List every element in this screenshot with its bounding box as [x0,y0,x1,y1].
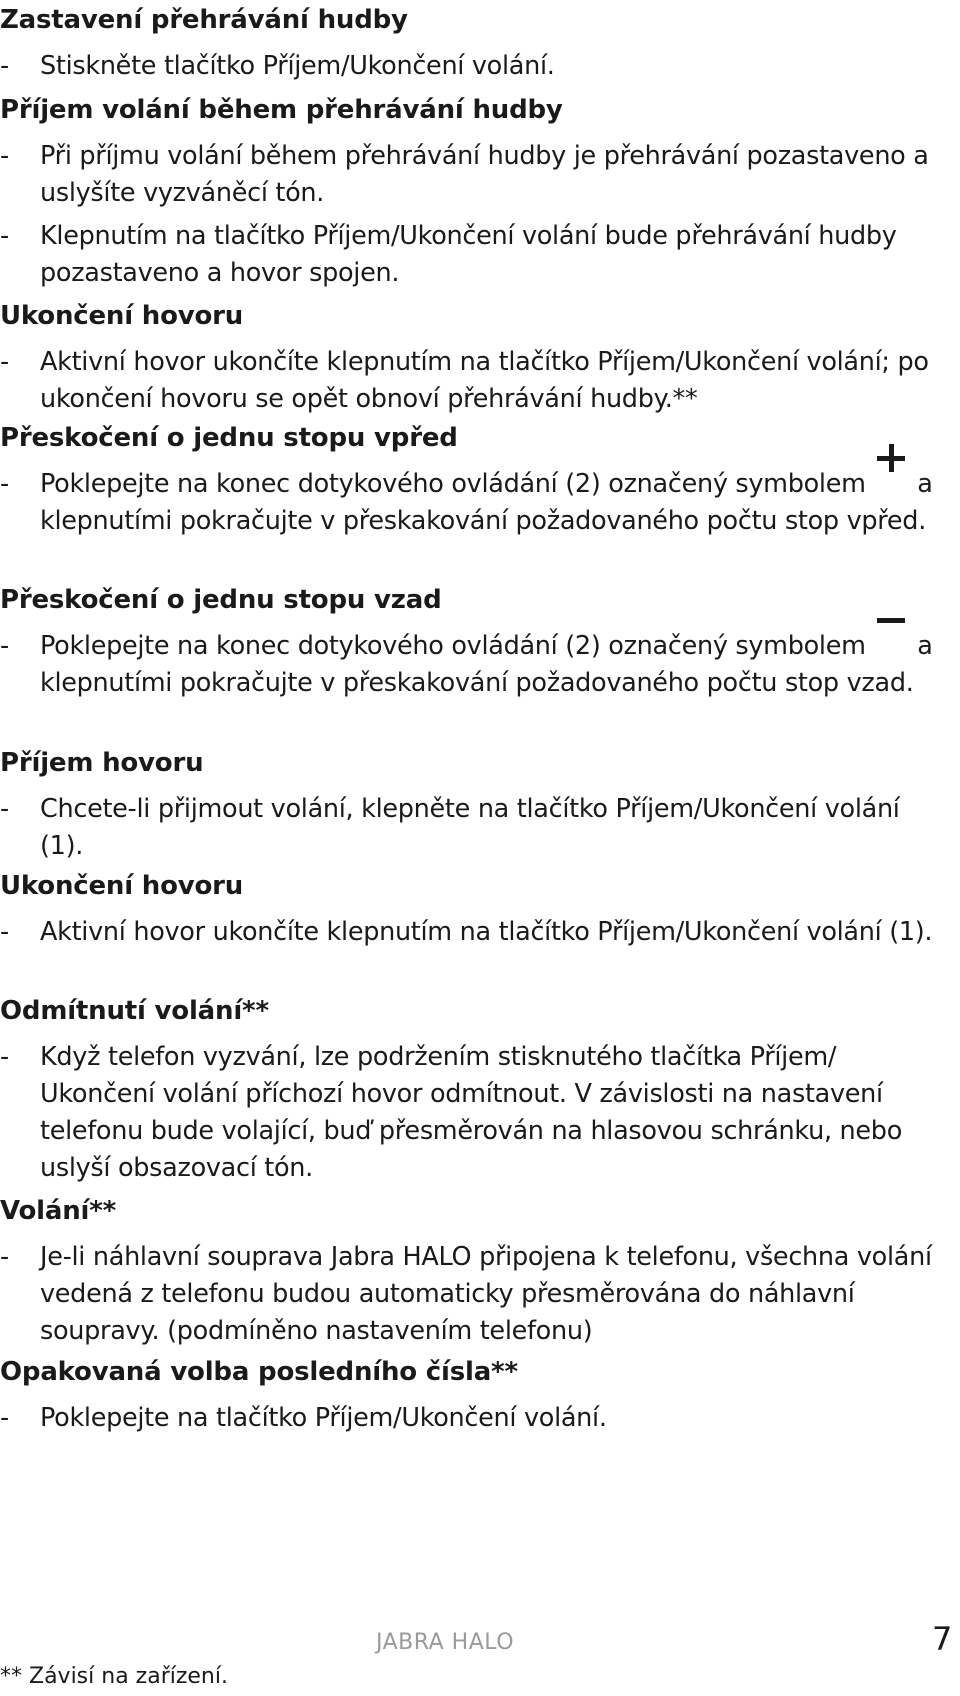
list-item-text: Aktivní hovor ukončíte klepnutím na tlačítko Příjem/Ukončení volání; po ukončení hovoru se opět obnoví přehrávání hudby.** [40,347,929,414]
list-item [0,628,950,702]
section-heading: Ukončení hovoru [0,871,244,901]
list-item-text [40,628,950,702]
list-item-text: Při příjmu volání během přehrávání hudby je přehrávání pozastaveno a uslyšíte vyzváněcí tón. [40,141,929,208]
section-heading: Přeskočení o jednu stopu vpřed [0,423,458,453]
list-item [0,1039,950,1187]
section-skip-forward [0,420,950,540]
list-dash: - [0,469,9,499]
list-item-text: Aktivní hovor ukončíte klepnutím na tlačítko Příjem/Ukončení volání (1). [40,917,933,947]
list-dash: - [0,141,9,171]
list-item [0,914,950,951]
list-item [0,344,950,418]
list-dash: - [0,1403,9,1433]
section-reject-call [0,993,950,1187]
page-number: 7 [932,1620,953,1658]
section-stop-music [0,2,950,85]
section-calling [0,1193,950,1350]
section-heading: Příjem volání během přehrávání hudby [0,95,563,125]
list-dash: - [0,51,9,81]
list-item [0,138,950,212]
section-incoming-call-during-music [0,92,950,292]
list-item-text: Chcete-li přijmout volání, klepněte na tlačítko Příjem/Ukončení volání (1). [40,794,900,861]
section-heading: Přeskočení o jednu stopu vzad [0,585,442,615]
section-heading: Odmítnutí volání** [0,996,269,1026]
section-skip-back [0,582,950,702]
text-before-symbol: Poklepejte na konec dotykového ovládání (2) označený symbolem [40,631,866,661]
list-item-text: Klepnutím na tlačítko Příjem/Ukončení volání bude přehrávání hudby pozastaveno a hovor spojen. [40,221,897,288]
section-answer-call [0,745,950,865]
list-dash: - [0,347,9,377]
footer-brand: JABRA HALO [376,1630,515,1655]
list-item-text: Poklepejte na tlačítko Příjem/Ukončení volání. [40,1403,607,1433]
list-dash: - [0,917,9,947]
list-dash: - [0,1042,9,1072]
list-item [0,1400,950,1437]
section-heading: Opakovaná volba posledního čísla** [0,1357,518,1387]
section-end-call-music [0,298,950,418]
list-item-text: Stiskněte tlačítko Příjem/Ukončení volání. [40,51,555,81]
list-dash: - [0,631,9,661]
footnote: ** Závisí na zařízení. [0,1664,228,1689]
list-item [0,218,950,292]
section-end-call [0,868,950,951]
list-item [0,466,950,540]
list-item-text: Je-li náhlavní souprava Jabra HALO připojena k telefonu, všechna volání vedená z telefonu budou automaticky přesměrována do náhlavní soupravy. (podmíněno nastavením telefonu) [40,1242,932,1346]
section-heading: Volání** [0,1196,117,1226]
text-before-symbol: Poklepejte na konec dotykového ovládání (2) označený symbolem [40,469,866,499]
text-after-symbol: a klepnutími pokračujte v přeskakování požadovaného počtu stop vzad. [40,631,933,698]
plus-icon [877,470,905,492]
list-item-text: Když telefon vyzvání, lze podržením stisknutého tlačítka Příjem/ Ukončení volání příchozí hovor odmítnout. V závislosti na nastavení telefonu bude volající, buď přesměrován na hlasovou schránku, nebo uslyší obsazovací tón. [40,1042,902,1183]
list-dash: - [0,794,9,824]
section-heading: Příjem hovoru [0,748,204,778]
list-item [0,48,950,85]
list-dash: - [0,1242,9,1272]
list-dash: - [0,221,9,251]
list-item [0,1239,950,1350]
section-heading: Zastavení přehrávání hudby [0,5,408,35]
minus-icon [877,632,905,654]
text-after-symbol: a klepnutími pokračujte v přeskakování požadovaného počtu stop vpřed. [40,469,933,536]
section-heading: Ukončení hovoru [0,301,244,331]
list-item [0,791,950,865]
list-item-text [40,466,950,540]
section-redial [0,1354,950,1437]
